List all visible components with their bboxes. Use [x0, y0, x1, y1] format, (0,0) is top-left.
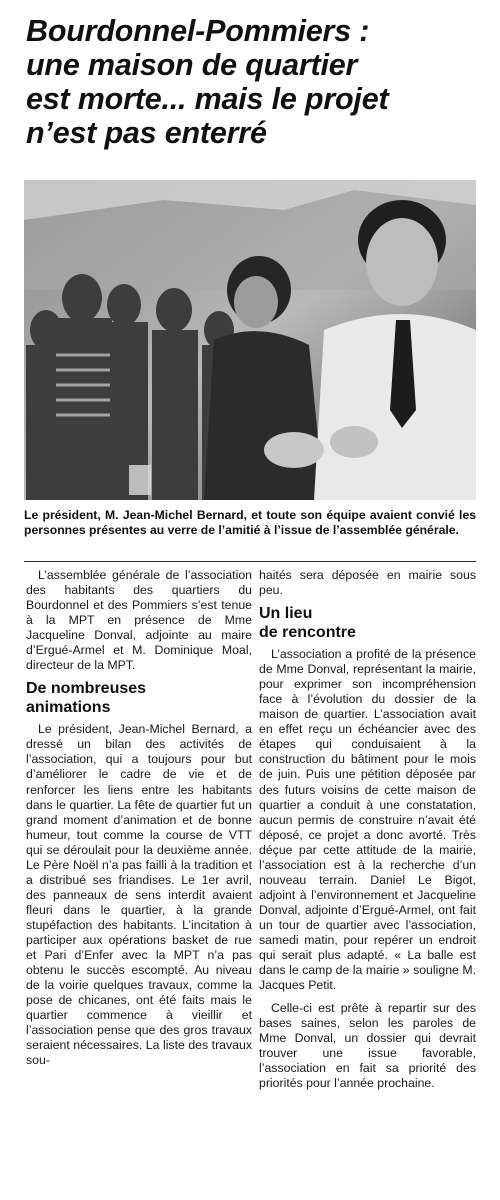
heading-line-1: De nombreuses — [26, 680, 147, 698]
body-paragraph: Le président, Jean-Michel Bernard, a dressé un bilan des activités de l’association, qui a toujours pour but d’améliorer le cadre de vie et de renforcer les liens entre les habitants dans le quartier. La fête de quartier fut un grand moment d’animation et de bonne humeur, tout comme la course de VTT qui se déroulait pour la deuxième année. Le Père Noël n’a pas failli à la tradition et a distribué ses friandises. Le 1er avril, des panneaux de sens interdit avaient fleuri dans le quartier, à la grande stupéfaction des habitants. L’incitation à participer aux opérations basket de rue et Pari d’Enfer avec la MPT n’a pas obtenu le succès escompté. Au niveau de la voirie quelques travaux, comme la pose de chicanes, ont été faits mais le quartier commence à vieillir et l’association pense que des gros travaux seraient nécessaires. La liste des travaux sou- — [26, 722, 252, 1068]
intro-paragraph: L’assemblée générale de l’association des habitants des quartiers du Bourdonnel et des Pommiers s’est tenue à la MPT en présence de Mme Jacqueline Donval, adjointe au maire d’Ergué-Armel et M. Dominique Moal, directeur de la MPT. — [26, 568, 252, 673]
photo-illustration — [24, 180, 476, 500]
divider — [24, 561, 476, 562]
headline-line-1: Bourdonnel-Pommiers : — [26, 14, 370, 48]
photo-caption: Le président, M. Jean-Michel Bernard, et toute son équipe avaient convié les personnes présentes au verre de l’amitié à l’issue de l’assemblée générale. — [24, 508, 476, 537]
article-column-left — [26, 568, 252, 1068]
section-heading-animations — [26, 679, 252, 717]
article-headline — [26, 14, 496, 150]
paragraph-rencontre: L’association a profité de la présence de Mme Donval, représentant la mairie, pour exprimer son incompréhension face à l’évolution du dossier de la maison de quartier. L’association avait en effet reçu un échéancier avec des étapes qui conduisaient à la construction du bâtiment pour le mois de juin. Puis une pétition déposée par des futurs voisins de cette maison de quartier a conduit à une constatation, aucun permis de construire n’avait été déposé, ce projet a donc avorté. Très déçue par cette attitude de la mairie, l’association est à la recherche d’un nouveau terrain. Daniel Le Bigot, adjoint à l’environnement et Jacqueline Donval, adjointe d’Ergué-Armel, ont fait un tour de quartier avec l’association, samedi matin, pour repérer un endroit qui serait plus adapté. « La balle est dans le camp de la mairie » souligne M. Jacques Petit. — [259, 647, 476, 993]
paragraph-conclusion: Celle-ci est prête à repartir sur des bases saines, selon les paroles de Mme Donval, un dossier qui devrait trouver une issue favorable, l’association en fait sa priorité des priorités pour l’année prochaine. — [259, 1001, 476, 1091]
continued-paragraph: haités sera déposée en mairie sous peu. — [259, 568, 476, 598]
headline-line-3: est morte... mais le projet — [26, 82, 389, 116]
headline-line-2: une maison de quartier — [26, 48, 358, 82]
heading-line-1: Un lieu — [259, 605, 313, 623]
article-column-right — [259, 568, 476, 1091]
article-photo — [24, 180, 476, 500]
heading-line-2: de rencontre — [259, 624, 356, 642]
heading-line-2: animations — [26, 699, 111, 717]
section-heading-rencontre — [259, 604, 476, 642]
headline-line-4: n’est pas enterré — [26, 116, 267, 150]
